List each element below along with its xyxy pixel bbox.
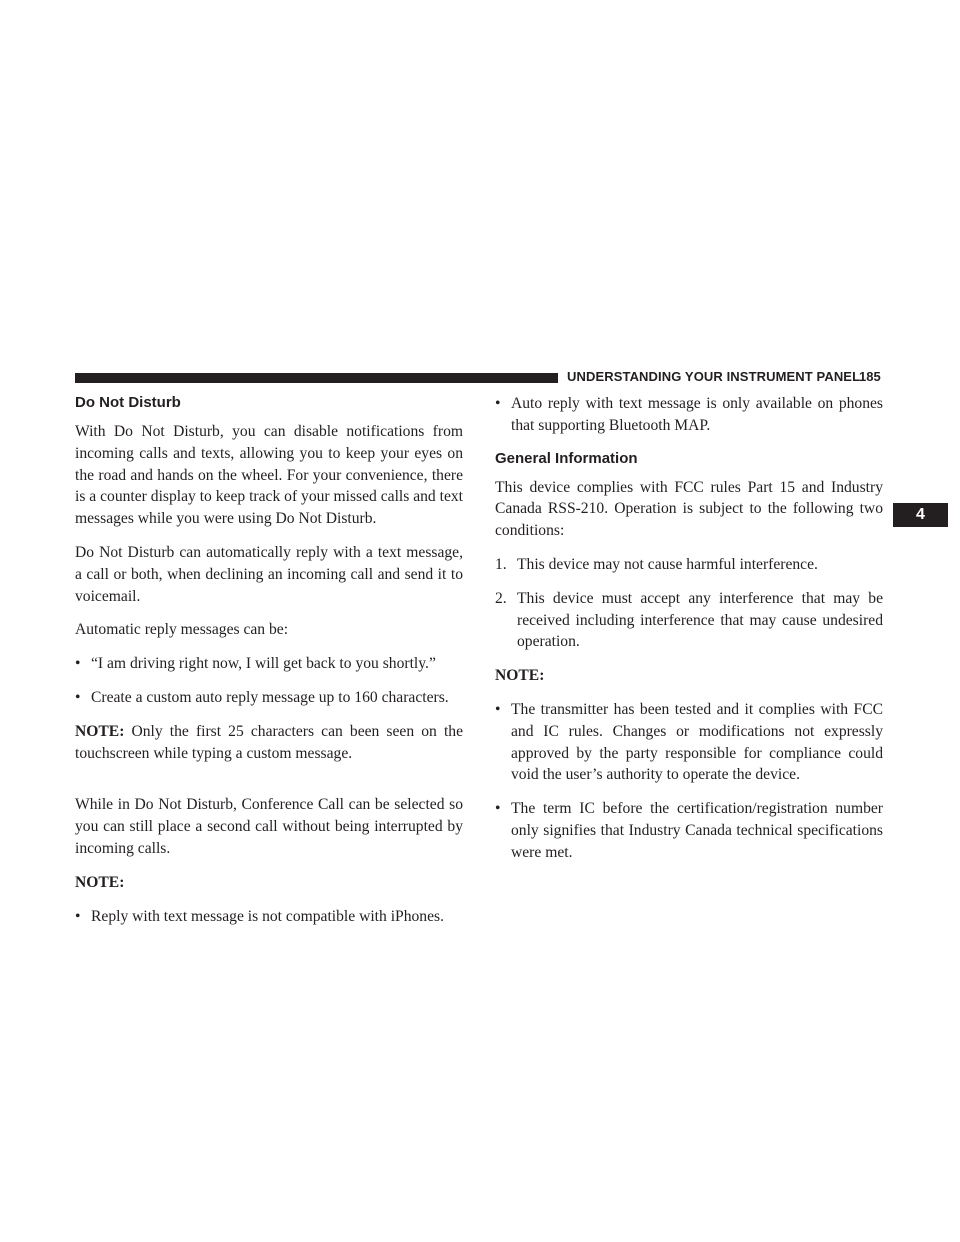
header-rule bbox=[75, 373, 558, 383]
bullet-icon: • bbox=[75, 688, 81, 706]
bullet-icon: • bbox=[495, 395, 501, 412]
paragraph: This device complies with FCC rules Part 15 and Industry Canada RSS-210. Operation is subject to the following two conditions: bbox=[495, 478, 883, 540]
chapter-tab: 4 bbox=[893, 503, 948, 527]
bullet-icon: • bbox=[75, 907, 81, 925]
bullet-icon: • bbox=[495, 700, 501, 718]
bullet-icon: • bbox=[495, 800, 501, 818]
list-item: • Auto reply with text message is only available on phones that supporting Bluetooth MAP. bbox=[495, 393, 883, 437]
note-label: NOTE: bbox=[75, 722, 125, 740]
page-number: 185 bbox=[859, 369, 881, 384]
right-column bbox=[495, 393, 883, 876]
section-title: UNDERSTANDING YOUR INSTRUMENT PANEL bbox=[567, 369, 861, 384]
paragraph: With Do Not Disturb, you can disable notifications from incoming calls and texts, allowing you to keep your eyes on the road and hands on the wheel. For your convenience, there is a counter display to keep track of your missed calls and text messages while you were using Do Not Disturb. bbox=[75, 423, 464, 528]
list-item: • “I am driving right now, I will get back to you shortly.” bbox=[75, 653, 463, 675]
note-label: NOTE: bbox=[495, 667, 545, 685]
list-item: • The term IC before the certification/registration number only signifies that Industry Canada technical specifications were met. bbox=[495, 798, 883, 863]
do-not-disturb-heading: Do Not Disturb bbox=[75, 394, 181, 411]
bullet-icon: • bbox=[75, 655, 81, 673]
list-item: • Create a custom auto reply message up to 160 characters. bbox=[75, 687, 463, 709]
numbered-item: 1. This device may not cause harmful interference. bbox=[495, 555, 818, 573]
list-item: • The transmitter has been tested and it complies with FCC and IC rules. Changes or modifications not expressly approved by the party responsible for compliance could void the user’s authority to operate the device. bbox=[495, 699, 883, 786]
paragraph: Automatic reply messages can be: bbox=[75, 621, 289, 639]
left-column bbox=[75, 393, 463, 939]
list-item: • Reply with text message is not compatible with iPhones. bbox=[75, 906, 463, 928]
note-text: Only the first 25 characters can been seen on the touchscreen while typing a custom message. bbox=[75, 722, 463, 762]
note-label: NOTE: bbox=[75, 873, 125, 891]
paragraph: Do Not Disturb can automatically reply with a text message, a call or both, when declining an incoming call and send it to voicemail. bbox=[75, 543, 463, 605]
numbered-item: 2. This device must accept any interference that may be received including interference that may cause undesired operation. bbox=[495, 589, 883, 651]
note-paragraph bbox=[75, 721, 463, 765]
paragraph: While in Do Not Disturb, Conference Call can be selected so you can still place a second call without being interrupted by incoming calls. bbox=[75, 796, 463, 857]
general-information-heading: General Information bbox=[495, 449, 638, 467]
